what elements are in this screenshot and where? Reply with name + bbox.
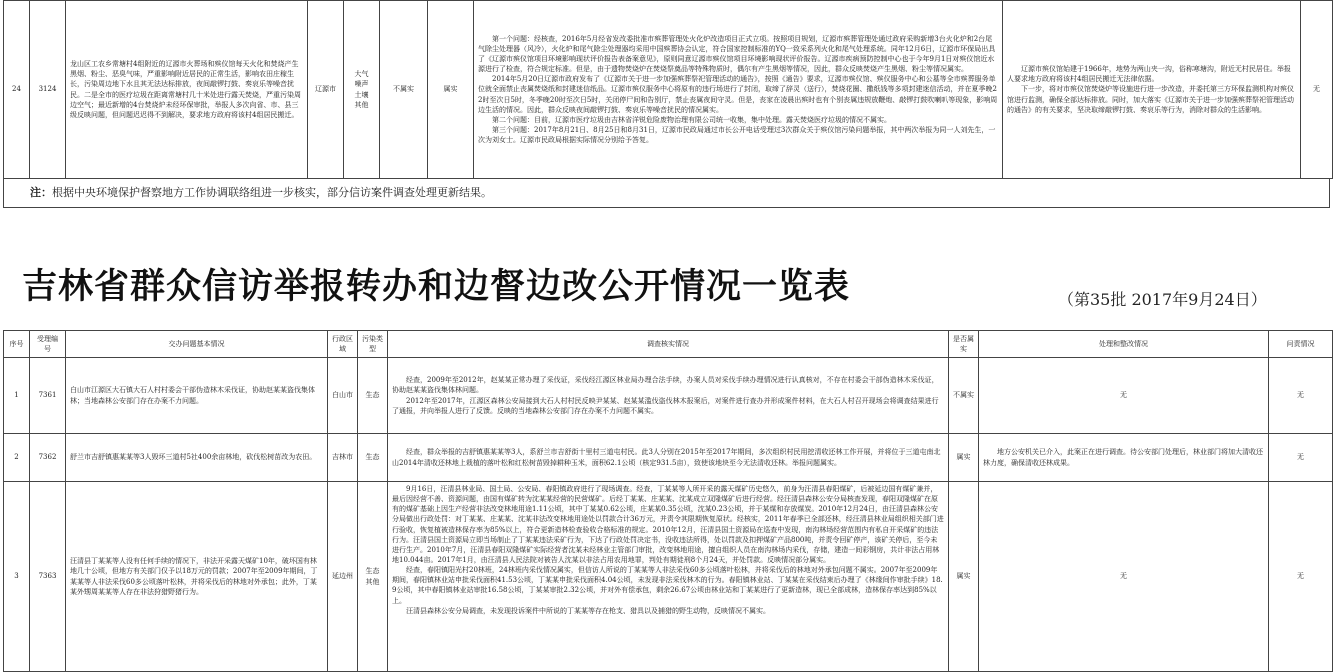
- case-basic-info: 舒兰市吉舒镇惠某某等3人毁坏三道村5社400余亩林地，砍伐松树苗改为农田。: [66, 434, 328, 482]
- pollution-type-item: 土壤: [354, 90, 369, 99]
- row-number: 2: [4, 434, 30, 482]
- table-row: [4, 1, 1333, 179]
- pollution-type-item: 大气: [354, 70, 369, 79]
- investigation-details: [388, 358, 949, 434]
- header-rectification: 处理和整改情况: [979, 331, 1269, 358]
- investigation-paragraph: 第一个问题：经核查，2016年5月经省发改委批准市殡葬管理处火化炉改造项目正式立项。按照项目规划，辽源市殡葬管理处通过政府采购新增3台火化炉和2台尾气除尘处理器（风冷），火化炉和尾气除尘处理器均采用中国殡葬协会认定，符合国家控制标准的YQ一致采系列火化和尾气处理系统。同年12月6日，辽源市环保局出具了《辽源市殡仪馆项目环境影响现状评价报告表备案意见》，原则同意辽源市殡仪馆项目环境影响现状评价报告。辽源市疾病预防控制中心也于今年9月1日对殡仪馆近水源进行了检查，符合规定标准。但是，由于遗物焚烧炉在焚烧祭奠品等特殊物质时，偶尔有产生黑烟等情况，因此，群众反映焚烧产生黑烟、粉尘等情况属实。: [478, 34, 996, 74]
- accountability: 无: [1269, 434, 1333, 482]
- header-id: 受理编号: [30, 331, 66, 358]
- investigation-paragraph: 经查，春阳镇阳光村20林班，24林班内采伐情况属实，但信访人所说的丁某某等人非法采伐60多公顷落叶松林，并将采伐后的林地对外承包问题不属实。2007年至2009年期间，春阳镇林业站申批采伐面积41.53公顷，丁某某申批采伐面积4.04公顷，未发现非法采伐林木的行为。春阳镇林业站、丁某某在采伐结束后办理了《林缘间作审批手续》18.9公顷，其中春阳镇林业站审批16.58公顷，丁某某审批2.32公顷，并对外有偿承包，剩余26.67公顷由林业站和丁某某进行了更新造林，现已全部成林，造林保存率达到85%以上。: [392, 566, 943, 605]
- page-title: 吉林省群众信访举报转办和边督边改公开情况一览表: [22, 267, 851, 307]
- investigation-paragraph: 经查，群众举报的吉舒镇惠某某等3人，系舒兰市吉舒街十里村三道屯村民。此3人分别在2015年至2017年期间，多次组织村民用挖清收还林工作开展，并将位于三道屯南北山2014年清收还林地上栽植的落叶松和红松树苗毁掉耕种玉米，面积62.1公顷（核定931.5亩），致使该地块至今无法清收还林。举报问题属实。: [392, 448, 941, 467]
- row-number: 3: [4, 482, 30, 672]
- case-basic-info: 汪清县丁某某等人没有任何手续的情况下，非法开采露天煤矿10年，破坏国有林地几十公顷，但地方有关部门仅予以18万元的罚款；2007年至2009年期间，丁某某等人非法采伐60多公顷落叶松林，并将采伐后的林地对外承包；此外，丁某某外甥周某某等人存在非法狩猎野猪行为。: [66, 482, 328, 672]
- investigation-paragraph: 2012年至2017年，江源区森林公安局接到大石人村村民反映尹某某、赵某某滥伐盗伐林木报案后，对案件进行查办并形成案件材料，在大石人村召开现场会将调查结果进行了通报，并向举报人进行了反馈。反映的当地森林公安部门存在办案不力问题不属实。: [392, 396, 939, 415]
- investigation-paragraph: 9月16日，汪清县林业局、国土局、公安局、春阳镇政府进行了现场调查。经查，丁某某等人所开采的露天煤矿历史悠久，前身为汪清县春阳煤矿，后被延边国有煤矿兼并，最后因经营不善、资源问题，由国有煤矿转为沈某某经营的民营煤矿。后经丁某某、庄某某、沈某成立双隆煤矿后进行经营。经汪清县森林公安分局核查发现，春阳双隆煤矿在原有的煤矿基础上因生产经营非法改变林地用途1.11公顷，其中丁某某0.62公顷，庄某某0.35公顷，沈某0.23公顷，并于某煤和存放煤炭。2010年12月24日，由汪清县森林公安分局做出行政处罚：对丁某某、庄某某、沈某非法改变林地用途处以罚款合计36万元，并责令其限期恢复原状。经核实，2011年春季已全部还林，经汪清县林业局组织相关部门进行验收，恢复植被造林保存率为85%以上，符合更新造林检查验收合格标准的规定。2010年12月，汪清县国土资源局在巡查中发现，南沟林场经营范围内有私自开采煤矿的违法行为。汪清县国土资源局立即当场制止了丁某某违法采矿行为，下达了行政处罚决定书，没收违法所得，处以罚款及扣押煤矿产品800吨，并责令回矿停产，该矿关停后，至今未进行生产。2010年7月，汪清县春阳双隆煤矿实际经营者沈某未经林业主管部门审批，改变林地用途，擅自组织人员在南沟林场内采伐，存储，建造一间彩钢房，共计非法占用林地10.044亩。2017年1月，由汪清县人民法院对被告人沈某以非法占用农用地罪，判处有期徒刑8个月24天，并处罚款。反映情况部分属实。: [392, 485, 944, 564]
- footnote-text: 根据中央环境保护督察地方工作协调联络组进一步核实，部分信访案件调查处理更新结果。: [52, 186, 492, 199]
- admin-region: 延边州: [328, 482, 358, 672]
- admin-region: 白山市: [328, 358, 358, 434]
- rectification-details: 无: [979, 482, 1269, 672]
- footnote-label: 注：: [30, 186, 52, 199]
- header-region: 行政区域: [328, 331, 358, 358]
- header-basic: 交办问题基本情况: [66, 331, 328, 358]
- case-basic-info: 龙山区工农乡常塘村4组附近的辽源市火葬场和殡仪馆每天火化和焚烧产生黑烟、粉尘、恶臭气味，严重影响附近居民的正常生活，影响农田庄稼生长，污染周边地下水且其无法达标排放，夜间敲锣打鼓、奏哀乐等噪音扰民。二是全市的医疗垃圾在距离常塘村几十米处进行露天焚烧，严重污染周边空气；最近新增的4台焚烧炉未经环保审批，举报人多次向省、市、县三级反映问题，但问题迟迟得不到解决，要求地方政府将该村4组居民搬迁。: [66, 1, 308, 179]
- header-type: 污染类型: [358, 331, 388, 358]
- investigation-paragraph: 第三个问题：2017年8月21日、8月25日和8月31日，辽源市民政局通过市长公开电话受理过3次群众关于殡仪馆污染问题举报，其中两次举报为同一人刘先生，一次为刘女士。辽源市民政局根据实际情况分别给予答复。: [478, 125, 996, 145]
- pollution-type-item: 其他: [365, 577, 380, 586]
- investigation-paragraph: 经查，2009年至2012年，赵某某正常办理了采伐证，采伐经江源区林业局办理合法手续，办案人员对采伐手续办理情况进行认真核对，不存在村委会干部伪造林木采伐证，协助赵某某盗伐集体林问题。: [392, 376, 939, 395]
- header-accountability: 问责情况: [1269, 331, 1333, 358]
- row-number: 24: [4, 1, 30, 179]
- case-id: 7363: [30, 482, 66, 672]
- pollution-type-item: 生态: [365, 567, 380, 576]
- table-row: [4, 434, 1333, 482]
- rectification-paragraph: 下一步，将对市殡仪馆焚烧炉等设施进行进一步改造，并委托第三方环保监测机构对殡仪馆进行监测，确保全部达标排放。同时，加大落实《辽源市关于进一步加强殡葬祭祀管理活动的通告》的有关要求，坚决取缔敲锣打鼓、奏哀乐等行为，消除对群众的生活影响。: [1007, 85, 1294, 114]
- previous-batch-table: [3, 0, 1333, 179]
- table-header-row: [4, 331, 1333, 358]
- pollution-type-item: 其他: [354, 100, 369, 109]
- accountability: 无: [1269, 482, 1333, 672]
- investigation-details: [474, 1, 1003, 179]
- case-basic-info: 白山市江源区大石镇大石人村村委会干部伪造林木采伐证，协助赵某某盗伐集体林；当地森林公安部门存在办案不力问题。: [66, 358, 328, 434]
- table-row: [4, 482, 1333, 672]
- rectification-paragraph: 辽源市殡仪馆始建于1966年，地势为两山夹一沟，俗称寒塘沟，附近无村民居住。举报人要求地方政府将该村4组居民搬迁无法律依据。: [1007, 65, 1291, 84]
- pollution-type-item: 噪声: [354, 80, 369, 89]
- status: 属实: [428, 1, 474, 179]
- truth-flag: 属实: [949, 434, 979, 482]
- rectification-details: [979, 434, 1269, 482]
- rectification-paragraph: 地方公安机关已介入，此案正在进行调查。待公安部门处理后，林业部门将加大清收还林力度，确保清收还林成果。: [983, 448, 1263, 467]
- accountability: 无: [1269, 358, 1333, 434]
- admin-region: 吉林市: [328, 434, 358, 482]
- batch-date-info: （第35批 2017年9月24日）: [1058, 290, 1267, 309]
- investigation-details: [388, 482, 949, 672]
- case-id: 3124: [30, 1, 66, 179]
- investigation-paragraph: 第二个问题：目前，辽源市医疗垃圾由吉林省洋锐危险废物治理有限公司统一收集，集中处理。露天焚烧医疗垃圾的情况不属实。: [492, 115, 891, 124]
- petition-table: [3, 330, 1333, 672]
- row-number: 1: [4, 358, 30, 434]
- rectification-details: [1003, 1, 1301, 179]
- pollution-type: 生态: [358, 434, 388, 482]
- investigation-paragraph: 汪清县森林公安分局调查，未发现投诉案件中所说的丁某某等存在枪支、猎具以及捕猎的野生动物，反映情况不属实。: [406, 606, 770, 615]
- header-investigation: 调查核实情况: [388, 331, 949, 358]
- rectification-details: 无: [979, 358, 1269, 434]
- case-id: 7361: [30, 358, 66, 434]
- pollution-type: [344, 1, 380, 179]
- accountability: 无: [1301, 1, 1333, 179]
- header-true: 是否属实: [949, 331, 979, 358]
- pollution-type: [358, 482, 388, 672]
- admin-region: 辽源市: [308, 1, 344, 179]
- table-footnote: [3, 178, 1330, 208]
- table-row: [4, 358, 1333, 434]
- pollution-type: 生态: [358, 358, 388, 434]
- investigation-paragraph: 2014年5月20日辽源市政府发布了《辽源市关于进一步加强殡葬祭祀管理活动的通告》，按照《通告》要求，辽源市殡仪馆、殡仪服务中心和公墓等全市殡葬服务单位就全面禁止丧属焚烧纸和封建迷信纸品。辽源市殡仪服务中心将原有的违行场进行了封闭，取缔了辞灵（送行），焚烧花圈、撒纸钱等多项封建迷信活动，并在夏季晚22时至次日5时，冬季晚20时至次日5时，关闭停尸间和告别厅，禁止丧属夜间守灵。但是，丧家在凌晨出殡时也有个别丧属违规放鞭炮、敲锣打鼓吹喇叭等现象，影响周边生活的情况。因此，群众反映夜间敲锣打鼓、奏哀乐等噪音扰民的情况属实。: [478, 75, 998, 114]
- truth-flag: 属实: [949, 482, 979, 672]
- case-id: 7362: [30, 434, 66, 482]
- truth-flag: 不属实: [949, 358, 979, 434]
- header-no: 序号: [4, 331, 30, 358]
- truth-flag: 不属实: [380, 1, 428, 179]
- investigation-details: [388, 434, 949, 482]
